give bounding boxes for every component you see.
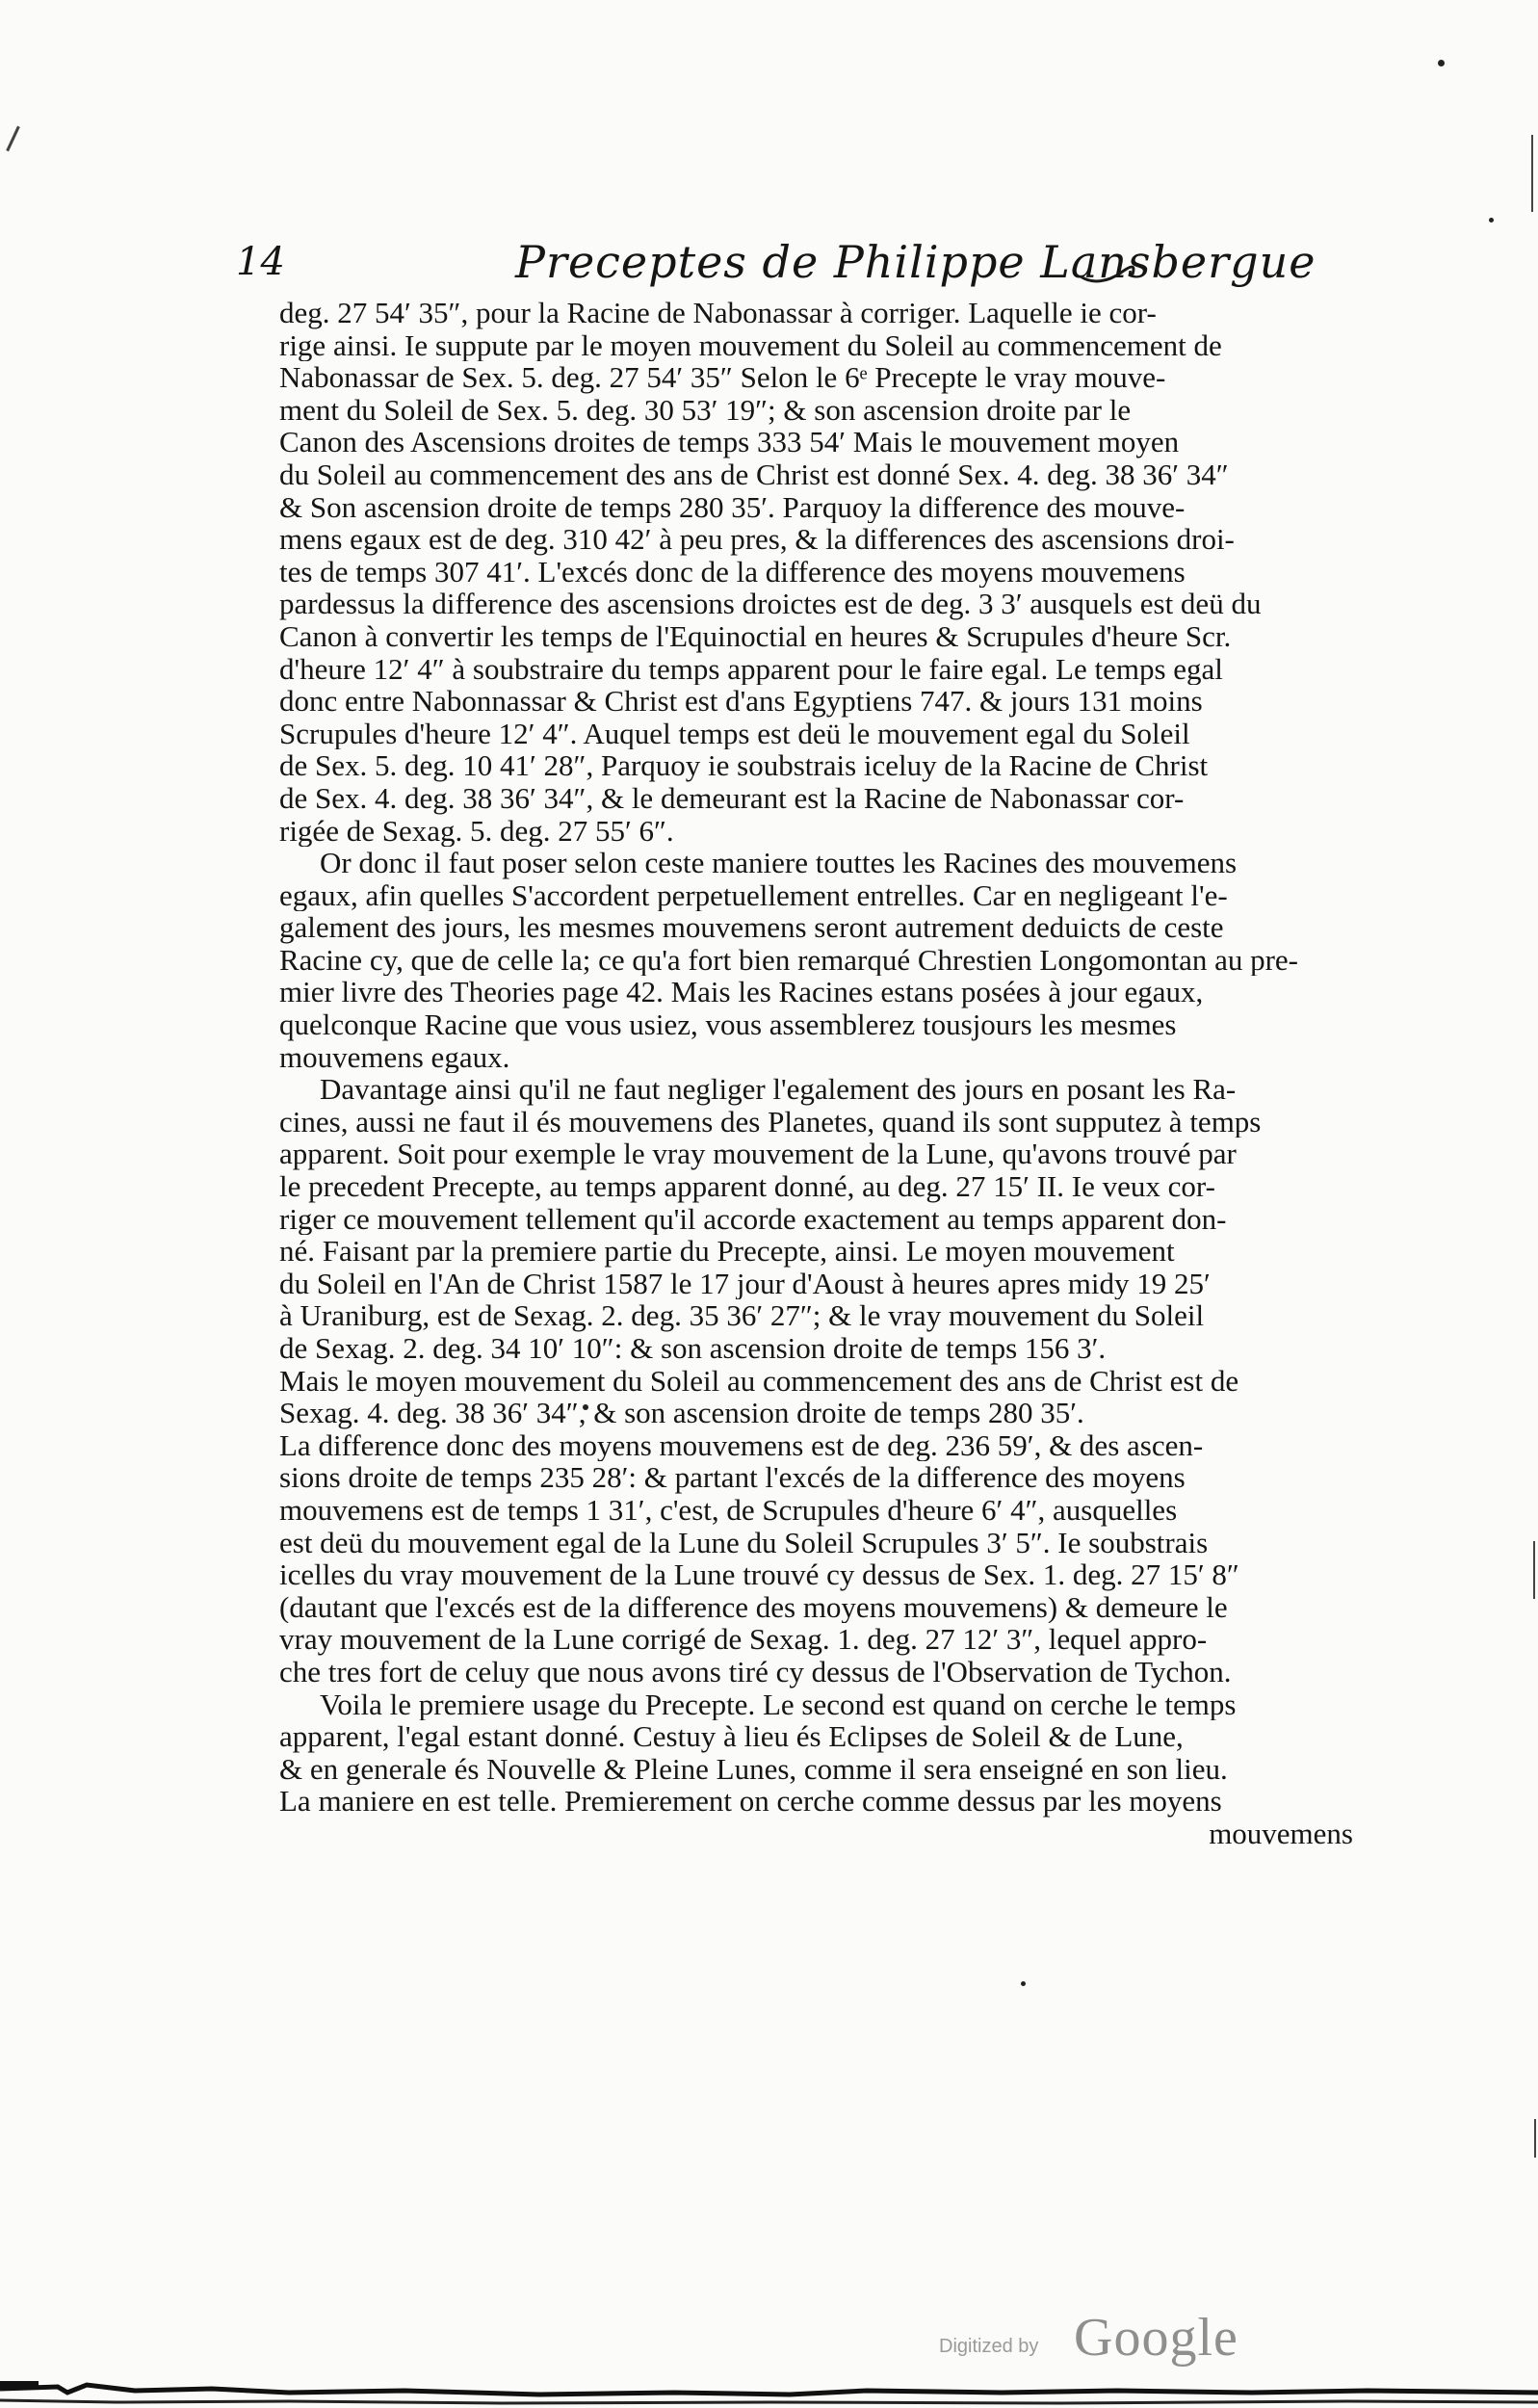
paragraph-start-line: Voila le premiere usage du Precepte. Le second est quand on cerche le temps — [320, 1688, 1237, 1721]
text-line: apparent. Soit pour exemple le vray mouvement de la Lune, qu'avons trouvé par — [279, 1138, 1237, 1171]
text-line: La maniere en est telle. Premierement on cerche comme dessus par les moyens — [279, 1785, 1222, 1818]
scan-speck — [1021, 1981, 1026, 1986]
text-line: Racine cy, que de celle la; ce qu'a fort bien remarqué Chrestien Longomontan au pre- — [279, 943, 1298, 977]
text-line: mier livre des Theories page 42. Mais les Racines estans posées à jour egaux, — [279, 976, 1204, 1009]
text-line: quelconque Racine que vous usiez, vous assemblerez tousjours les mesmes — [279, 1008, 1177, 1041]
text-line: rige ainsi. Ie suppute par le moyen mouvement du Soleil au commencement de — [279, 328, 1222, 362]
text-line: Canon à convertir les temps de l'Equinoctial en heures & Scrupules d'heure Scr. — [279, 619, 1232, 653]
text-line: & Son ascension droite de temps 280 35′. Parquoy la difference des mouve- — [279, 490, 1186, 524]
text-line: mouvemens egaux. — [279, 1040, 510, 1074]
google-wordmark: Google — [1074, 2308, 1238, 2368]
scan-edge-mark — [1533, 1541, 1535, 1599]
text-line: La difference donc des moyens mouvemens est de deg. 236 59′, & des ascen- — [279, 1428, 1204, 1462]
scan-speck — [1489, 218, 1494, 222]
text-line: cines, aussi ne faut il és mouvemens des Planetes, quand ils sont supputez à temps — [279, 1105, 1262, 1139]
text-line: Scrupules d'heure 12′ 4″. Auquel temps est deü le mouvement egal du Soleil — [279, 717, 1190, 750]
text-line: mens egaux est de deg. 310 42′ à peu pres, & la differences des ascensions droi- — [279, 523, 1235, 556]
text-line: & en generale és Nouvelle & Pleine Lunes, comme il sera enseigné en son lieu. — [279, 1752, 1228, 1786]
text-line: Canon des Ascensions droites de temps 333 54′ Mais le mouvement moyen — [279, 426, 1180, 458]
text-line: (dautant que l'excés est de la difference des moyens mouvemens) & demeure le — [279, 1590, 1228, 1624]
text-line: icelles du vray mouvement de la Lune trouvé cy dessus de Sex. 1. deg. 27 15′ 8″ — [279, 1558, 1239, 1591]
text-line: donc entre Nabonnassar & Christ est d'ans Egyptiens 747. & jours 131 moins — [279, 685, 1203, 718]
catchword-line: mouvemens — [1209, 1817, 1353, 1850]
digitized-watermark — [939, 2307, 1286, 2374]
scan-edge-mark — [6, 126, 20, 152]
text-line: tes de temps 307 41′. L'excés donc de la difference des moyens mouvemens — [279, 555, 1186, 589]
body-text — [279, 297, 1353, 1850]
paragraph-start-line: Or donc il faut poser selon ceste maniere touttes les Racines des mouvemens — [320, 847, 1238, 879]
text-line: deg. 27 54′ 35″, pour la Racine de Nabonassar à corriger. Laquelle ie cor- — [279, 297, 1157, 329]
text-line: riger ce mouvement tellement qu'il accorde exactement au temps apparent don- — [279, 1202, 1227, 1236]
digitized-by-label: Digitized by — [939, 2336, 1039, 2357]
text-line: à Uraniburg, est de Sexag. 2. deg. 35 36′ 27″; & le vray mouvement du Soleil — [279, 1299, 1205, 1332]
text-line: galement des jours, les mesmes mouvemens seront autrement deduicts de ceste — [279, 911, 1224, 944]
text-line: du Soleil en l'An de Christ 1587 le 17 jour d'Aoust à heures apres midy 19 25′ — [279, 1267, 1211, 1300]
scan-edge-mark — [1534, 2119, 1536, 2158]
text-line: de Sexag. 2. deg. 34 10′ 10″: & son ascension droite de temps 156 3′. — [279, 1332, 1107, 1365]
text-line: che tres fort de celuy que nous avons tiré cy dessus de l'Observation de Tychon. — [279, 1655, 1232, 1688]
text-line: de Sex. 4. deg. 38 36′ 34″, & le demeurant est la Racine de Nabonassar cor- — [279, 781, 1185, 815]
paragraph-start-line: Davantage ainsi qu'il ne faut negliger l'egalement des jours en posant les Ra- — [320, 1073, 1237, 1106]
text-line: vray mouvement de la Lune corrigé de Sexag. 1. deg. 27 12′ 3″, lequel appro- — [279, 1623, 1208, 1656]
title-flourish-ornament — [1079, 263, 1136, 284]
text-line: sions droite de temps 235 28′: & partant l'excés de la difference des moyens — [279, 1461, 1186, 1494]
text-line: pardessus la difference des ascensions droictes est de deg. 3 3′ ausquels est deü du — [279, 588, 1262, 620]
text-line: apparent, l'egal estant donné. Cestuy à lieu és Eclipses de Soleil & de Lune, — [279, 1720, 1184, 1753]
text-line: egaux, afin quelles S'accordent perpetuellement entrelles. Car en negligeant l'e- — [279, 878, 1228, 912]
text-line: du Soleil au commencement des ans de Christ est donné Sex. 4. deg. 38 36′ 34″ — [279, 458, 1229, 491]
text-line: d'heure 12′ 4″ à soubstraire du temps apparent pour le faire egal. Le temps egal — [279, 652, 1223, 686]
text-line: Mais le moyen mouvement du Soleil au commencement des ans de Christ est de — [279, 1364, 1239, 1398]
page-bottom-edge — [0, 2371, 1538, 2408]
text-line: né. Faisant par la premiere partie du Precepte, ainsi. Le moyen mouvement — [279, 1235, 1175, 1268]
running-head — [236, 236, 1316, 290]
text-line: de Sex. 5. deg. 10 41′ 28″, Parquoy ie soubstrais iceluy de la Racine de Christ — [279, 749, 1209, 782]
text-line: le precedent Precepte, au temps apparent donné, au deg. 27 15′ II. Ie veux cor- — [279, 1170, 1215, 1203]
scan-speck — [1438, 60, 1445, 66]
text-line: rigée de Sexag. 5. deg. 27 55′ 6″. — [279, 814, 674, 848]
text-line: mouvemens est de temps 1 31′, c'est, de Scrupules d'heure 6′ 4″, ausquelles — [279, 1493, 1178, 1527]
running-title: Preceptes de Philippe Lansbergue — [515, 236, 1316, 288]
text-line: Nabonassar de Sex. 5. deg. 27 54′ 35″ Selon le 6ᵉ Precepte le vray mouve- — [279, 361, 1166, 394]
text-line: est deü du mouvement egal de la Lune du Soleil Scrupules 3′ 5″. Ie soubstrais — [279, 1526, 1209, 1559]
page-number: 14 — [236, 240, 285, 284]
text-line: Sexag. 4. deg. 38 36′ 34″, & son ascension droite de temps 280 35′. — [279, 1397, 1084, 1429]
text-line: ment du Soleil de Sex. 5. deg. 30 53′ 19″; & son ascension droite par le — [279, 393, 1132, 427]
scan-edge-mark — [1531, 135, 1533, 212]
